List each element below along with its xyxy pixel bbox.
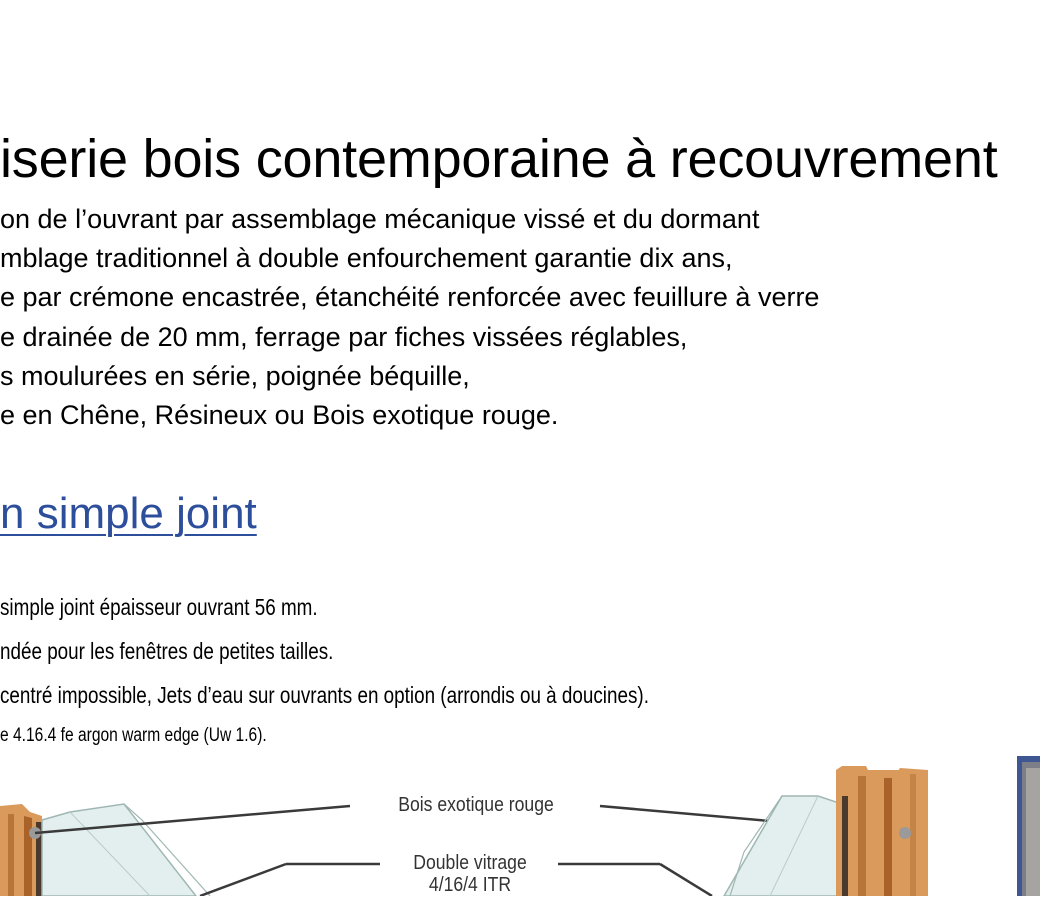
description-line: e en Chêne, Résineux ou Bois exotique rouge. (0, 399, 559, 430)
spec-line: e 4.16.4 fe argon warm edge (Uw 1.6). (0, 725, 267, 746)
leader-anchor-dot (899, 827, 911, 839)
label-wood (381, 794, 571, 816)
description-line: s moulurées en série, poignée béquille, (0, 360, 470, 391)
spec-list (0, 592, 791, 754)
spec-line: centré impossible, Jets d’eau sur ouvrants en option (arrondis ou à doucines). (0, 682, 649, 708)
window-section-diagram (0, 756, 1040, 896)
right-wood-profile (836, 766, 928, 896)
description-line: e par crémone encastrée, étanchéité renforcée avec feuillure à verre (0, 282, 820, 313)
leader-line-glass-left-d (200, 864, 286, 896)
right-glass (724, 796, 842, 896)
photo-thumbnail (1017, 756, 1040, 896)
page-title: iserie bois contemporaine à recouvrement (0, 129, 998, 189)
label-glazing-line1: Double vitrage (413, 852, 527, 874)
description-line: on de l’ouvrant par assemblage mécanique vissé et du dormant (0, 204, 760, 234)
label-glazing-line2: 4/16/4 ITR (428, 874, 512, 896)
description-line: e drainée de 20 mm, ferrage par fiches vissées réglables, (0, 321, 688, 352)
spec-line: ndée pour les fenêtres de petites tailles. (0, 638, 334, 664)
section-link-heading[interactable]: n simple joint (0, 489, 257, 538)
left-wood-profile (0, 804, 44, 896)
label-wood-text: Bois exotique rouge (398, 794, 554, 816)
label-glazing (401, 852, 538, 896)
left-glass (42, 804, 210, 896)
leader-line-glass-right-d (660, 864, 712, 896)
spec-line: simple joint épaisseur ouvrant 56 mm. (0, 594, 318, 620)
description-line: mblage traditionnel à double enfourchement garantie dix ans, (0, 243, 733, 274)
description-block (0, 200, 819, 435)
